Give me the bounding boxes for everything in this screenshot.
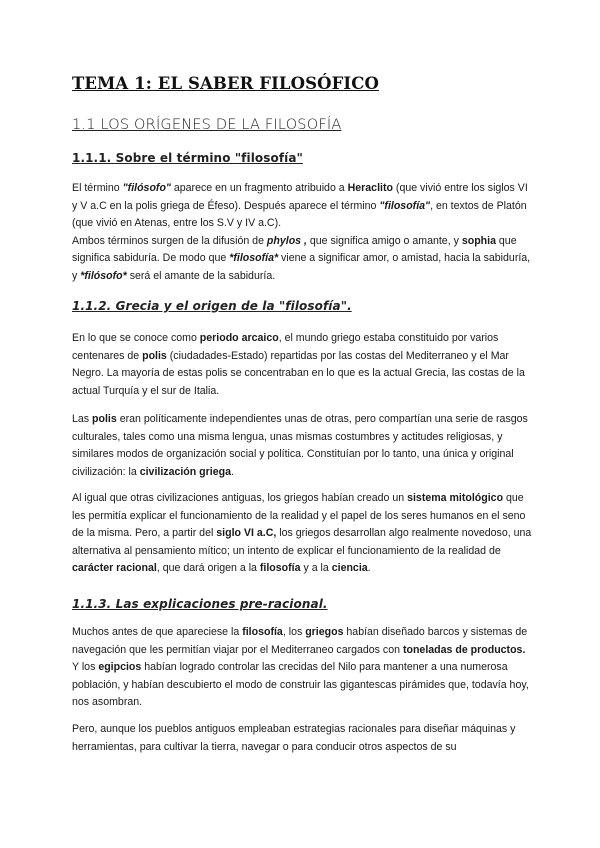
emphasis: polis <box>142 349 167 362</box>
emphasis: carácter racional <box>72 562 157 575</box>
emphasis: *filosofía* <box>229 252 279 265</box>
text: Muchos antes de que apareciese la <box>72 626 243 638</box>
paragraph-sistema-mitologico <box>72 490 532 578</box>
emphasis: griegos <box>305 626 344 638</box>
text: Y los <box>72 661 99 674</box>
text: aparece en un fragmento atribuido a <box>170 182 348 194</box>
paragraph-polis <box>72 411 532 481</box>
text: eran políticamente independientes unas de otras, pero compartían una serie de rasgos culturales, tales como una misma lengua, unas mismas costumbres y actitudes religiosas, y similares modos de organización social y política. Constituían por lo tanto, una única y original civilización: la <box>72 413 528 478</box>
emphasis: sistema mitológico <box>407 492 504 504</box>
subsection-heading-2: 1.1.2. Grecia y el origen de la "filosofía". <box>72 299 352 313</box>
text: Las <box>72 413 93 425</box>
emphasis: civilización griega <box>139 465 231 478</box>
emphasis: periodo arcaico <box>199 332 279 344</box>
text: y a la <box>300 562 332 575</box>
emphasis: phylos , <box>266 234 307 247</box>
text: (ciudadades-Estado) repartidas por las costas del Mediterraneo y el Mar Negro. La mayoría de estas polis se concentraban en lo que es la actual Grecia, las costas de la actual Turquía y el sur de Italia. <box>72 349 525 397</box>
text: que les permitía explicar el funcionamiento de la realidad y el papel de los seres humanos en el seno de la misma. Pero, a partir del <box>72 492 526 540</box>
text: (que vivió entre los siglos VI y V a.C en la polis griega de Éfeso). Después aparece el término <box>72 182 528 212</box>
emphasis: siglo VI a.C, <box>216 527 277 540</box>
text: , el mundo griego estaba constituido por varios centenares de <box>72 332 499 362</box>
text: será el amante de la sabiduría. <box>126 269 276 282</box>
text: Ambos términos surgen de la difusión de <box>72 234 267 247</box>
emphasis: filosofía <box>242 626 283 638</box>
subsection-heading-3: 1.1.3. Las explicaciones pre-racional. <box>72 597 328 611</box>
emphasis: "filosofía" <box>379 199 431 212</box>
emphasis: polis <box>92 413 117 425</box>
text: viene a significar amor, o amistad, hacia la sabiduría, y <box>72 252 531 282</box>
emphasis: "filósofo" <box>122 182 171 194</box>
text: En lo que se conoce como <box>72 332 200 344</box>
text: habían diseñado barcos y sistemas de navegación que les permitían viajar por el Mediterraneo cargados con <box>72 626 528 656</box>
text: , en textos de Platón (que vivió en Atenas, entre los S.V y IV a.C). <box>72 199 527 230</box>
section-heading: 1.1 LOS ORÍGENES DE LA FILOSOFÍA <box>72 117 342 133</box>
emphasis: egipcios <box>98 661 142 674</box>
emphasis: toneladas de productos. <box>402 643 526 656</box>
subsection-heading-1: 1.1.1. Sobre el término "filosofía" <box>72 151 303 165</box>
emphasis: *filósofo* <box>80 269 127 282</box>
text: Pero, aunque los pueblos antiguos empleaban estrategias racionales para diseñar máquinas y herramientas, para cultivar la tierra, navegar o para conducir otros aspectos de su <box>72 723 516 753</box>
text: Al igual que otras civilizaciones antiguas, los griegos habían creado un <box>72 492 408 504</box>
text: que significa amigo o amante, y <box>306 234 462 247</box>
emphasis: filosofía <box>259 562 301 575</box>
text: que significa sabiduría. De modo que <box>72 234 517 265</box>
emphasis: Heraclito <box>347 182 393 194</box>
paragraph-pueblos-antiguos <box>72 721 532 756</box>
text: , los <box>282 626 306 638</box>
text: . <box>230 465 234 478</box>
text: El término <box>72 182 123 194</box>
text: . <box>367 562 371 575</box>
document-title: TEMA 1: EL SABER FILOSÓFICO <box>72 74 379 93</box>
text: , que dará origen a la <box>156 562 260 575</box>
paragraph-periodo-arcaico <box>72 330 532 400</box>
text: los griegos desarrollan algo realmente novedoso, una alternativa al pensamiento mítico; un intento de explicar el funcionamiento de la realidad de <box>72 527 532 557</box>
emphasis: ciencia <box>331 562 368 575</box>
text: habían logrado controlar las crecidas del Nilo para mantener a una numerosa población, y habían descubierto el modo de construir las gigantescas pirámides que, todavía hoy, nos asombran. <box>72 661 529 709</box>
paragraph-termino <box>72 180 532 286</box>
emphasis: sophia <box>461 234 496 247</box>
paragraph-pre-racional <box>72 624 532 712</box>
